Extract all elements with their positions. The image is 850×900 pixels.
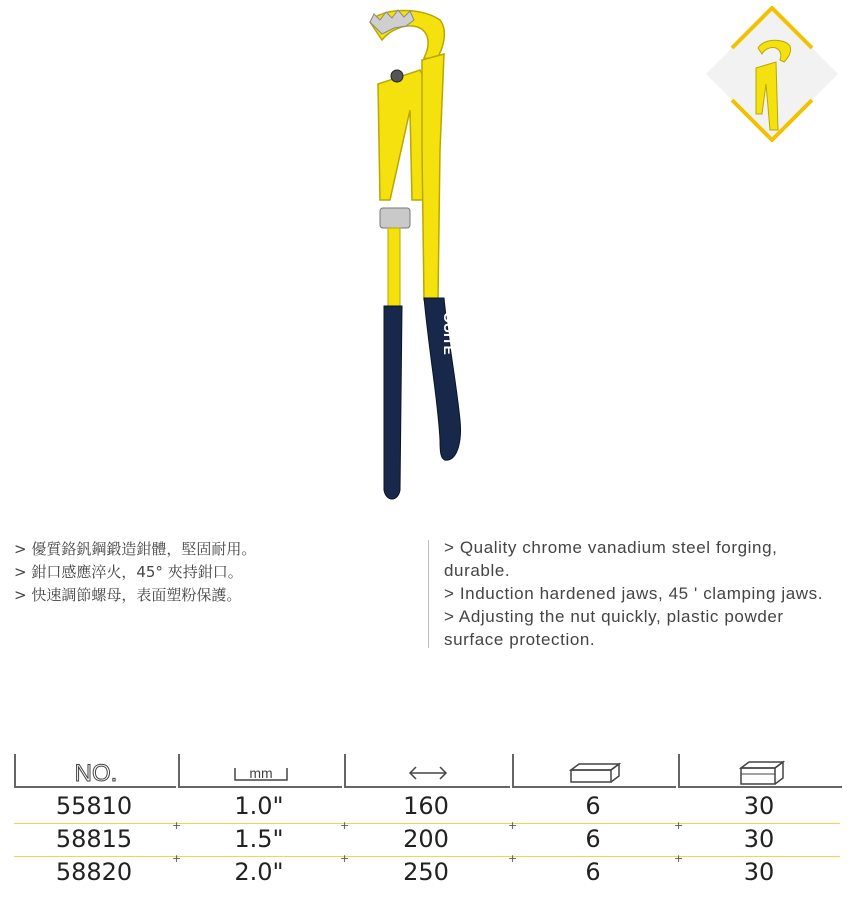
header-no <box>14 754 176 788</box>
cell-length: 200 <box>403 825 449 853</box>
header-packing <box>512 754 676 788</box>
svg-text:mm: mm <box>249 765 273 781</box>
description-en-line: > Adjusting the nut quickly, plastic powder <box>444 607 784 626</box>
cell-size: 2.0" <box>234 858 284 886</box>
plus-marker: + <box>340 819 350 832</box>
plus-marker: + <box>172 819 182 832</box>
mm-ruler-icon <box>231 760 291 786</box>
description-zh-line: > 優質鉻釩鋼鍛造鉗體，堅固耐用。 <box>14 540 257 558</box>
length-arrow-icon <box>398 760 458 786</box>
cell-length: 250 <box>403 858 449 886</box>
brand-label: OUITE <box>441 312 457 355</box>
cell-no: 55810 <box>55 792 133 820</box>
description-zh-line: > 快速調節螺母，表面塑粉保護。 <box>14 586 242 604</box>
table-header-row <box>14 754 840 790</box>
cell-no: 58815 <box>55 825 133 853</box>
cell-carton: 30 <box>743 858 775 886</box>
plus-marker: + <box>674 819 684 832</box>
plus-marker: + <box>508 852 518 865</box>
cell-packing: 6 <box>585 792 601 820</box>
header-no-label: NO. <box>74 760 118 786</box>
spec-table <box>14 754 840 890</box>
cell-packing: 6 <box>585 858 601 886</box>
cell-packing: 6 <box>585 825 601 853</box>
plus-marker: + <box>172 852 182 865</box>
description-en-line: durable. <box>444 561 511 580</box>
description-en-line: > Quality chrome vanadium steel forging, <box>444 538 778 557</box>
pipe-wrench-image <box>340 0 500 510</box>
cell-carton: 30 <box>743 825 775 853</box>
plus-marker: + <box>674 852 684 865</box>
description-zh-line: > 鉗口感應淬火，45° 夾持鉗口。 <box>14 563 243 581</box>
description-english <box>444 536 844 651</box>
header-length <box>344 754 510 788</box>
header-carton <box>678 754 842 788</box>
column-divider <box>428 540 429 648</box>
plus-marker: + <box>508 819 518 832</box>
plus-marker: + <box>340 852 350 865</box>
cell-no: 58820 <box>55 858 133 886</box>
table-row <box>14 856 840 889</box>
description-en-line: surface protection. <box>444 630 596 649</box>
description-en-line: > Induction hardened jaws, 45 ' clamping jaws. <box>444 584 824 603</box>
table-row <box>14 823 840 856</box>
header-mm <box>178 754 342 788</box>
cell-size: 1.0" <box>234 792 284 820</box>
description-chinese <box>14 538 414 607</box>
table-row <box>14 790 840 823</box>
cell-carton: 30 <box>743 792 775 820</box>
cell-length: 160 <box>403 792 449 820</box>
cell-size: 1.5" <box>234 825 284 853</box>
carton-box-icon <box>731 760 791 786</box>
product-badge <box>704 6 840 142</box>
packing-box-icon <box>565 760 625 786</box>
